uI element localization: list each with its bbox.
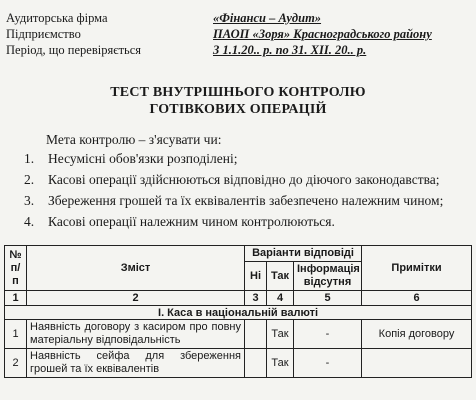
audit-firm-value: «Фінанси – Аудит» [213, 11, 322, 25]
goal-number: 1. [24, 151, 35, 166]
row-no [245, 320, 267, 349]
goal-item [24, 171, 468, 188]
document-header [6, 10, 471, 58]
document-title [0, 84, 476, 118]
goal-text: Касові операції здійснюються відповідно до діючого законодавства; [48, 172, 440, 187]
goal-item [24, 213, 468, 230]
goal-number: 4. [24, 214, 35, 229]
column-number: 1 [5, 291, 27, 306]
header-yes: Так [267, 262, 294, 291]
goal-text: Несумісні обов'язки розподілені; [48, 151, 238, 166]
header-row-period [6, 42, 471, 58]
row-no [245, 349, 267, 378]
title-line-2: ГОТІВКОВИХ ОПЕРАЦІЙ [149, 102, 327, 117]
header-content: Зміст [27, 246, 245, 291]
row-notes: Копія договору [362, 320, 472, 349]
header-no: Ні [245, 262, 267, 291]
header-variants: Варіанти відповіді [245, 246, 362, 262]
audit-firm-label: Аудиторська фірма [6, 11, 108, 25]
control-goals-list [24, 150, 468, 234]
goal-text: Збереження грошей та їх еквівалентів забезпечено належним чином; [48, 193, 444, 208]
enterprise-label: Підприємство [6, 27, 81, 41]
row-yes: Так [267, 320, 294, 349]
goal-number: 2. [24, 172, 35, 187]
column-number: 2 [27, 291, 245, 306]
goal-text: Касові операції належним чином контролюються. [48, 214, 335, 229]
table-header-row [5, 246, 472, 262]
column-number-row [5, 291, 472, 306]
control-goal-intro: Мета контролю – з'ясувати чи: [46, 132, 222, 147]
row-info: - [294, 349, 362, 378]
header-notes: Примітки [362, 246, 472, 291]
enterprise-value: ПАОП «Зоря» Красноградського району [213, 27, 432, 41]
period-value: З 1.1.20.. р. по 31. XII. 20.. р. [213, 43, 367, 57]
row-yes: Так [267, 349, 294, 378]
row-content: Наявність сейфа для збереження грошей та їх еквівалентів [27, 349, 245, 378]
column-number: 3 [245, 291, 267, 306]
period-label: Період, що перевіряється [6, 43, 142, 57]
control-test-table-wrap [4, 245, 471, 378]
control-test-table [4, 245, 472, 378]
goal-item [24, 150, 468, 167]
table-row [5, 320, 472, 349]
title-line-1: ТЕСТ ВНУТРІШНЬОГО КОНТРОЛЮ [110, 85, 366, 100]
section-title: І. Каса в національній валюті [5, 306, 472, 320]
column-number: 4 [267, 291, 294, 306]
goal-number: 3. [24, 193, 35, 208]
row-info: - [294, 320, 362, 349]
row-content: Наявність договору з касиром про повну матеріальну відповідальність [27, 320, 245, 349]
row-num: 1 [5, 320, 27, 349]
column-number: 6 [362, 291, 472, 306]
header-row-audit-firm [6, 10, 471, 26]
table-row [5, 349, 472, 378]
column-number: 5 [294, 291, 362, 306]
goal-item [24, 192, 468, 209]
row-num: 2 [5, 349, 27, 378]
section-row [5, 306, 472, 320]
header-info-missing: Інформація відсутня [294, 262, 362, 291]
header-row-enterprise [6, 26, 471, 42]
row-notes [362, 349, 472, 378]
header-num: № п/п [5, 246, 27, 291]
